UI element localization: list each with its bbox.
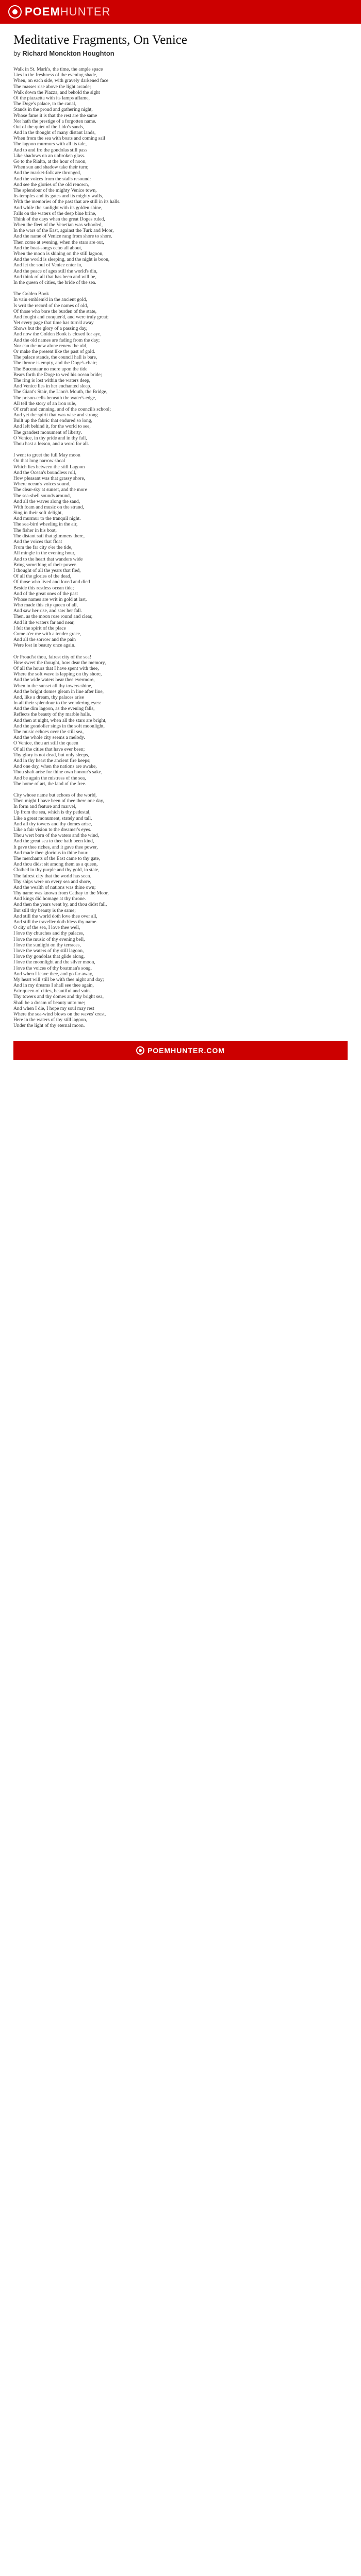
poem-line: From the far city o'er the tide, [13, 545, 73, 551]
poem-line: Thou hast a lesson, and a word for all. [13, 441, 89, 447]
poem-line: When from the sea with boats and coming sail [13, 135, 105, 142]
poem-line: Of the piazzetta with its lamps aflame, [13, 95, 90, 101]
poem-line: I love the music of thy evening bell, [13, 936, 85, 942]
poem-line: And the market-folk are thronged, [13, 170, 81, 176]
poem-line: When the moon is shining on the still lagoon, [13, 251, 104, 257]
poem-line: The masses rise above the light arcade; [13, 83, 91, 90]
byline-prefix: by [13, 49, 21, 57]
poem-line: And all thy towers and thy domes arise, [13, 821, 92, 827]
poem-line: I thought of all the years that fled, [13, 567, 81, 573]
poem-line: The sea-bird wheeling in the air, [13, 521, 78, 528]
poem-line: Here in the waters of thy still lagoon, [13, 1017, 87, 1023]
poem-line: On that long narrow shoal [13, 458, 65, 464]
poem-line: In the queen of cities, the bride of the sea. [13, 279, 96, 285]
poem-line: Bears forth the Doge to wed his ocean bride; [13, 371, 102, 378]
poem-body [13, 66, 348, 1029]
poem-line: Sing in their soft delight, [13, 510, 63, 516]
poem-stanza [13, 792, 348, 1029]
poem-line: And then the years went by, and thou didst fall, [13, 902, 107, 908]
poem-line: And think of all that has been and will be, [13, 274, 96, 280]
poem-line: And kings did homage at thy throne. [13, 896, 86, 902]
poem-line: I love the waters of thy still lagoon, [13, 947, 84, 954]
poem-line: All mingle in the evening hour, [13, 550, 76, 556]
poem-line: Of those who lived and loved and died [13, 579, 90, 585]
poem-line: Where ocean's voices sound, [13, 481, 71, 487]
poem-line: And still the world doth love thee over all, [13, 913, 97, 919]
poem-line: I love thy gondolas that glide along, [13, 954, 85, 960]
poem-line: And the voices that float [13, 539, 62, 545]
poem-line: The throne is empty, and the Doge's chair; [13, 360, 97, 366]
footer-brand-text: POEMHUNTER.COM [147, 1046, 225, 1055]
poem-line: I love the moonlight and the silver moon, [13, 959, 95, 965]
poem-line: And, like a dream, thy palaces arise [13, 694, 84, 700]
poem-line: Stands in the proud and gathering night, [13, 107, 93, 113]
poem-line: Thy ships were on every sea and shore, [13, 878, 91, 885]
poem-line: Or make the present like the past of gold. [13, 349, 95, 354]
poem-line: The clear-sky at sunset, and the more [13, 487, 87, 493]
poem-line: And the bright domes gleam in line after line, [13, 688, 104, 694]
poem-line: I went to greet the full May moon [13, 452, 80, 459]
poem-line: Beside this restless ocean tide; [13, 585, 74, 591]
poem-line: Of all the cities that have ever been; [13, 746, 85, 752]
poem-line: And saw her rise, and saw her fall. [13, 608, 82, 614]
poem-line: Go to the Rialto, at the hour of noon, [13, 159, 87, 164]
site-logo[interactable] [8, 5, 110, 19]
poem-line: The merchants of the East came to thy gate, [13, 855, 101, 861]
poem-line: The splendour of the mighty Venice town, [13, 187, 97, 193]
poem-line: The Doge's palace, to the canal, [13, 101, 76, 107]
poem-line: Were lost in beauty once again. [13, 642, 76, 649]
poem-line: Nor can the new alone renew the old, [13, 343, 88, 349]
poem-line: And the wealth of nations was thine own; [13, 884, 96, 890]
poem-line: Which lies between the still Lagoon [13, 464, 85, 470]
poem-line: The prison-cells beneath the water's edge, [13, 395, 96, 401]
poem-line: But still thy beauty is the same; [13, 907, 76, 913]
poem-line: Is writ the record of the names of old, [13, 302, 88, 309]
poem-line: Of craft and cunning, and of the council's school; [13, 406, 111, 412]
poem-line: I love the voices of thy boatman's song. [13, 965, 92, 971]
poem-line: Thou shalt arise for thine own honour's sake, [13, 769, 103, 775]
poem-line: Fair queen of cities, beautiful and vain. [13, 988, 91, 994]
poem-title: Meditative Fragments, On Venice [13, 33, 187, 47]
poem-line: Walk in St. Mark's, the time, the ample space [13, 66, 103, 72]
poem-line: Think of the days when the great Doges ruled, [13, 216, 105, 222]
poem-line: The ring is lost within the waters deep, [13, 377, 91, 383]
poem-line: The lagoon murmurs with all its tale, [13, 141, 87, 147]
poem-line: In all their splendour to the wondering eyes: [13, 700, 101, 706]
poem-line: And in thy heart the ancient fire keeps; [13, 757, 91, 764]
poem-line: Where the soft wave is lapping on thy shore, [13, 671, 102, 677]
poem-line: And the peace of ages still the world's din, [13, 268, 97, 274]
poem-line: The home of art, the land of the free. [13, 781, 87, 787]
poem-line: Up from the sea, which is thy pedestal, [13, 809, 91, 816]
poem-line: It gave thee riches, and it gave thee power, [13, 844, 98, 850]
poem-line: And while the sunlight with its golden shine, [13, 205, 103, 211]
poem-line: Whose names are writ in gold at last, [13, 596, 87, 602]
poem-line: And the Ocean's boundless roll, [13, 469, 76, 476]
poem-line: The distant sail that glimmers there, [13, 533, 85, 539]
poem-line: And then at night, when all the stars are bright, [13, 717, 107, 723]
poem-line: And when I die, I hope my soul may rest [13, 1005, 94, 1011]
poem-line: Like a fair vision to the dreamer's eyes. [13, 827, 91, 833]
poem-line: And yet the spirit that was wise and strong [13, 412, 98, 418]
poem-page [0, 24, 361, 1060]
poem-line: And all the waves along the sand, [13, 498, 80, 504]
poem-line: And in the thought of many distant lands, [13, 130, 96, 136]
site-header [0, 0, 361, 24]
poem-line: Clothed in thy purple and thy gold, in state, [13, 867, 100, 873]
poem-line: And to the heart that wanders wide [13, 556, 83, 562]
poem-line: And when I leave thee, and go far away, [13, 971, 93, 977]
site-footer [13, 1041, 348, 1060]
poem-line: City whose name but echoes of the world, [13, 792, 97, 798]
poem-line: And to and fro the gondolas still pass [13, 147, 88, 153]
poem-stanza [13, 452, 348, 648]
poem-line: I love thy churches and thy palaces, [13, 930, 85, 937]
poem-line: Thy glory is not dead, but only sleeps, [13, 752, 89, 758]
poem-line: Shows but the glory of a passing day, [13, 326, 88, 332]
poem-line: Then come at evening, when the stars are out, [13, 239, 104, 245]
poem-line: The Golden Book [13, 291, 49, 297]
author-link[interactable]: Richard Monckton Houghton [22, 49, 114, 57]
poem-line: And let the soul of Venice enter in, [13, 262, 83, 268]
poem-line: And the name of Venice rang from shore to shore. [13, 233, 112, 240]
poem-line: Bring something of their power. [13, 562, 77, 568]
poem-line: When in the sunset all thy towers shine, [13, 683, 92, 689]
poem-line: And the dim lagoon, as the evening falls, [13, 706, 95, 712]
poem-line: Where the sea-wind blows on the waves' crest, [13, 1011, 106, 1017]
poem-line: And see the glories of the old renown, [13, 181, 89, 188]
poem-line: And of the great ones of the past [13, 590, 78, 597]
poem-line: With foam and music on the strand, [13, 504, 84, 510]
poem-line: And fought and conquer'd, and were truly great; [13, 314, 109, 320]
poem-line: And the wide waters hear thee evermore, [13, 677, 95, 683]
poem-line: And all the sorrow and the pain [13, 637, 76, 643]
poem-line: And Venice lies in her enchanted sleep. [13, 383, 91, 389]
poem-line: Falls on the waters of the deep blue brine, [13, 210, 96, 216]
poem-line: And the gondolier sings in the soft moonlight, [13, 723, 105, 729]
poem-line: Under the light of thy eternal moon. [13, 1023, 85, 1029]
poem-byline [13, 49, 348, 57]
poem-line: Whose fame it is that the rest are the same [13, 112, 97, 118]
brand-suffix: HUNTER [60, 5, 111, 18]
poem-stanza [13, 66, 348, 285]
poem-line: Its temples and its gates and its mighty walls, [13, 193, 103, 199]
poem-line: Out of the quiet of the Lido's sands, [13, 124, 85, 130]
poem-line: My heart will still be with thee night and day; [13, 976, 104, 982]
poem-line: Of all the glories of the dead, [13, 573, 72, 580]
poem-line: O city of the sea, I love thee well, [13, 925, 80, 931]
poem-line: Like a great monument, stately and tall, [13, 815, 92, 821]
poem-line: Thy name was known from Cathay to the Moor, [13, 890, 109, 896]
poem-line: And the old names are fading from the day; [13, 337, 100, 343]
poem-line: Walk down the Piazza, and behold the sight [13, 89, 100, 95]
poem-line: Of all the hours that I have spent with thee, [13, 665, 99, 671]
poem-line: Or Proud'st thou, fairest city of the sea! [13, 654, 91, 660]
poem-line: The Bucentaur no more upon the tide [13, 366, 88, 372]
poem-line: When, on each side, with gravely darkened face [13, 78, 109, 84]
poem-line: The sea-shell sounds around, [13, 493, 71, 499]
poem-line: Like shadows on an unbroken glass. [13, 152, 86, 159]
poem-line: And one day, when the nations are awake, [13, 764, 97, 770]
poem-line: And be again the mistress of the sea, [13, 775, 86, 781]
poem-line: Then, as the moon rose round and clear, [13, 614, 93, 620]
poem-line: The music echoes over the still sea, [13, 729, 84, 735]
poem-line: Thy towers and thy domes and thy bright sea, [13, 994, 104, 1000]
poem-line: Thou wert born of the waters and the wind, [13, 833, 99, 839]
poemhunter-logo-icon [136, 1046, 144, 1055]
poem-line: Come o'er me with a tender grace, [13, 631, 81, 637]
poem-line: And thou didst sit among them as a queen, [13, 861, 98, 868]
poem-line: And still the traveller doth bless thy name. [13, 919, 98, 925]
poem-stanza [13, 291, 348, 447]
poemhunter-logo-icon [8, 5, 22, 19]
poem-line: O Venice, in thy pride and in thy fall, [13, 435, 87, 441]
poem-line: And in my dreams I shall see thee again, [13, 982, 94, 989]
poem-line: Built up the fabric that endured so long, [13, 418, 92, 424]
poem-line: Of those who bore the burden of the state, [13, 308, 97, 314]
poem-line: The grandest monument of liberty. [13, 429, 82, 435]
poem-line: And lit the waters far and near, [13, 619, 75, 625]
poem-line: Shall be a dream of beauty unto me; [13, 999, 85, 1006]
poem-line: And made thee glorious in thine hour. [13, 850, 89, 856]
poem-line: Yet every page that time has turn'd away [13, 320, 94, 326]
poem-line: Then might I have been of thee there one day, [13, 798, 104, 804]
poem-line: The fisher in his boat, [13, 527, 57, 533]
poem-line: And the voices from the stalls resound: [13, 176, 91, 182]
poem-line: And now the Golden Book is closed for aye, [13, 331, 102, 337]
poem-line: O Venice, thou art still the queen [13, 740, 78, 747]
poem-line: And left behind it, for the world to see, [13, 423, 91, 430]
poem-line: And the whole city seems a melody. [13, 735, 85, 741]
poem-line: The Giant's Stair, the Lion's Mouth, the Bridge, [13, 389, 108, 395]
poem-line: In the wars of the East, against the Turk and Moor, [13, 228, 114, 234]
poem-line: All tell the story of an iron rule, [13, 400, 77, 406]
poem-line: How pleasant was that grassy shore, [13, 475, 86, 481]
poem-line: Lies in the freshness of the evening shade, [13, 72, 97, 78]
poem-line: I felt the spirit of the place [13, 625, 66, 631]
poem-line: The fairest city that the world has seen. [13, 873, 91, 879]
poem-line: In form and feature and marvel, [13, 804, 76, 810]
footer-logo[interactable] [136, 1046, 225, 1055]
poem-line: Who made this city queen of all, [13, 602, 78, 608]
poem-line: And the boat-songs echo all about, [13, 245, 83, 251]
poem-line: And murmur to the tranquil night. [13, 516, 81, 522]
poem-line: When the fleet of the Venetian was schooled, [13, 222, 103, 228]
poem-line: Reflects the beauty of thy marble halls. [13, 711, 91, 718]
poem-line: Nor hath the prestige of a forgotten name. [13, 118, 96, 124]
poem-line: And the world is sleeping, and the night is boon, [13, 257, 110, 263]
poem-stanza [13, 654, 348, 787]
poem-line: I love the sunlight on thy terraces, [13, 942, 81, 948]
poem-line: When sun and shadow take their turn; [13, 164, 89, 171]
poem-line: With the memories of the past that are still in its halls. [13, 199, 121, 205]
poem-line: And the great sea to thee hath been kind, [13, 838, 94, 844]
brand-text: POEM [25, 5, 60, 18]
poem-line: In vain emblem'd in the ancient gold, [13, 297, 87, 303]
poem-line: How sweet the thought, how dear the memory, [13, 659, 106, 666]
poem-line: The palace stands, the council hall is bare, [13, 354, 97, 361]
